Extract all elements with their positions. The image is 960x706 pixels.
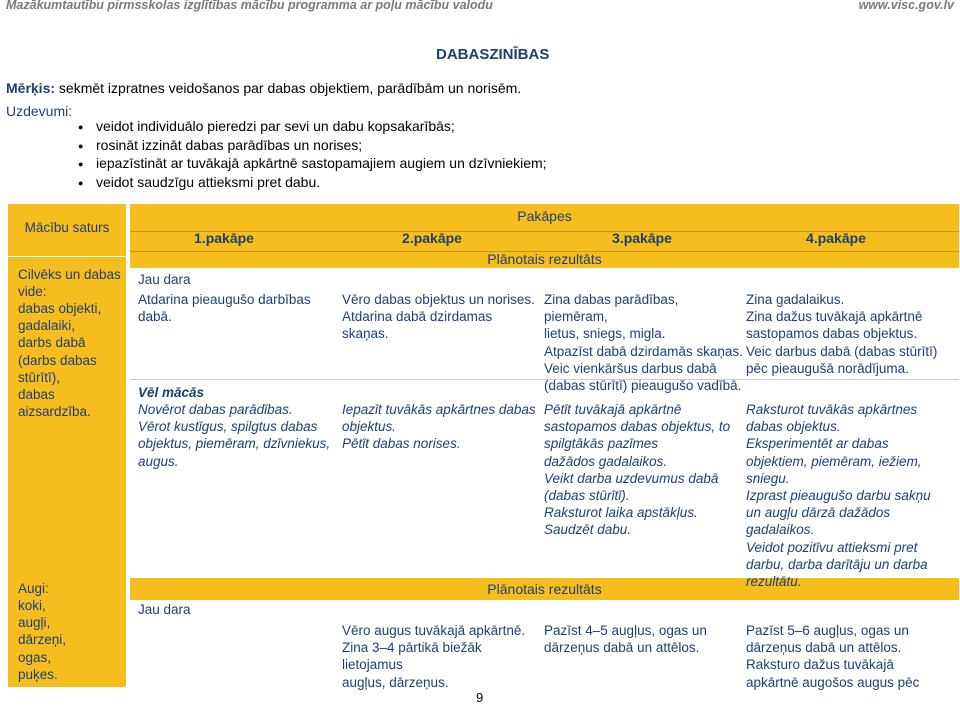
topic-item: puķes. [18,666,58,682]
outcome-line: Zina dažus tuvākajā apkārtnē [746,309,923,325]
section-topics-nature [18,300,126,420]
outcome-line: objektus, piemēram, dzīvniekus, [138,436,331,452]
outcome-line: Veikt darba uzdevumus dabā [544,470,719,486]
row3-stage4 [746,622,956,691]
outcome-line: Atdarina pieaugušo darbības dabā. [138,292,311,325]
planned-result-header-2: Plānotais rezultāts [487,581,602,597]
already-does-label: Jau dara [138,272,191,287]
stage-1-header: 1.pakāpe [194,230,254,246]
list-item: ● veidot saudzīgu attieksmi pret dabu. [78,174,547,193]
outcome-line: dārzeņus dabā un attēlos. [746,640,902,656]
outcome-line: Zina dabas parādības, piemēram, [544,292,679,325]
outcome-line: pēc pieaugušā norādījuma. [746,360,909,376]
header-program-title: Mazākumtautību pirmsskolas izglītības mācību programma ar poļu mācību valodu [6,0,493,12]
page-title: DABASZINĪBAS [436,46,550,63]
outcome-line: Zina gadalaikus. [746,292,845,307]
outcome-line: sniegu. [746,470,790,486]
goal-text: sekmēt izpratnes veidošanos par dabas objektiem, parādībām un norisēm. [55,80,522,96]
topic-item: darbs dabā [18,335,86,351]
outcome-line: objektiem, piemēram, iežiem, [746,453,922,469]
outcome-line: un augļu dārzā dažādos [746,505,891,521]
row1-stage3 [544,291,744,394]
topic-item: augļi, [18,615,51,631]
content-column-header: Mācību saturs [24,220,110,235]
outcome-line: Pētīt dabas norises. [342,436,461,452]
outcome-line: augļus, dārzeņus. [342,674,449,690]
stage-2-header: 2.pakāpe [402,230,462,246]
outcome-line: Pētīt tuvākajā apkārtnē [544,402,682,417]
topic-item: dabas aizsardzība. [18,387,91,420]
stage-3-header: 3.pakāpe [612,230,672,246]
outcome-line: dārzeņus dabā un attēlos. [544,640,700,656]
outcome-line: Atdarina dabā dzirdamas skaņas. [342,309,493,342]
outcome-line: dažādos gadalaikos. [544,453,668,469]
outcome-line: dabas objektus. [746,419,841,435]
list-item: ● rosināt izzināt dabas parādības un norises; [78,137,547,156]
row2-stage1 [138,401,338,470]
outcome-line: Veic vienkāršus darbus dabā [544,360,717,376]
outcome-line: Zina 3–4 pārtikā biežāk lietojamus [342,640,482,673]
row3-stage3 [544,622,744,656]
outcome-line: augus. [138,453,179,469]
outcome-line: apkārtnē augošos augus pēc [746,674,920,690]
outcome-line: Eksperimentēt ar dabas [746,436,889,452]
tasks-list [78,118,547,192]
outcome-line: spilgtākās pazīmes [544,436,659,452]
list-item: ● veidot individuālo pieredzi par sevi un dabu kopsakarībās; [78,118,547,137]
outcome-line: Atpazīst dabā dzirdamās skaņas. [544,343,743,359]
outcome-line: Raksturo dažus tuvākajā [746,657,894,673]
section-topics-plants [18,597,122,683]
outcome-line: Raksturot tuvākās apkārtnes [746,402,918,417]
outcome-line: (dabas stūrītī) pieaugušo vadībā. [544,378,742,394]
outcome-line: gadalaikos. [746,522,815,538]
list-item: ● iepazīstināt ar tuvākajā apkārtnē sastopamajiem augiem un dzīvniekiem; [78,155,547,174]
tasks-label: Uzdevumi: [6,103,73,119]
topic-item: (darbs dabas [18,352,97,368]
stages-title: Pakāpes [517,208,572,224]
topic-item: dabas objekti, [18,301,102,316]
still-learning-label: Vēl mācās [138,385,205,400]
curriculum-table [8,204,958,692]
outcome-line: rezultātu. [746,574,802,590]
row1-stage2 [342,291,542,343]
outcome-line: Vērot kustīgus, spilgtus dabas [138,419,318,435]
outcome-line: sastopamos dabas objektus, to [544,419,731,435]
section-title-nature: Cilvēks un dabas vide: [18,267,121,300]
outcome-line: lietus, sniegs, migla. [544,326,666,342]
section-title-plants: Augi: [18,581,49,596]
outcome-line: objektus. [342,419,397,435]
outcome-line: Iepazīt tuvākās apkārtnes dabas [342,402,536,417]
topic-item: stūrītī), [18,369,61,385]
outcome-line: Vēro dabas objektus un norises. [342,292,535,307]
column-divider [8,256,126,257]
outcome-line: (dabas stūrītī). [544,488,630,504]
topic-item: ogas, [18,649,52,665]
outcome-line: Vēro augus tuvākajā apkārtnē. [342,623,526,638]
header-website-link[interactable]: www.visc.gov.lv [858,0,954,12]
outcome-line: Pazīst 5–6 augļus, ogas un [746,623,909,638]
outcome-line: Veidot pozitīvu attieksmi pret [746,539,918,555]
outcome-line: Veic darbus dabā (dabas stūrītī) [746,343,938,359]
outcome-line: Pazīst 4–5 augļus, ogas un [544,623,707,638]
row1-stage1 [138,291,338,325]
outcome-line: darbu, darba darītāju un darba [746,556,928,572]
goal-label: Mērķis: [6,80,56,96]
row2-stage2 [342,401,542,453]
stage-4-header: 4.pakāpe [806,230,866,246]
row1-stage4 [746,291,956,377]
already-does-label-2: Jau dara [138,602,191,617]
outcome-line: sastopamos dabas objektus. [746,326,918,342]
topic-item: gadalaiki, [18,318,76,334]
outcome-line: Novērot dabas parādības. [138,402,293,417]
page-number: 9 [476,690,484,705]
topic-item: koki, [18,598,46,613]
topic-item: dārzeņi, [18,632,67,648]
planned-result-header: Plānotais rezultāts [487,251,602,267]
row3-stage2 [342,622,542,691]
outcome-line: Izprast pieaugušo darbu sakņu [746,488,931,504]
row2-stage4 [746,401,956,590]
outcome-line: Saudzēt dabu. [544,522,632,538]
row2-stage3 [544,401,744,539]
outcome-line: Raksturot laika apstākļus. [544,505,698,521]
goal-statement [6,80,521,96]
